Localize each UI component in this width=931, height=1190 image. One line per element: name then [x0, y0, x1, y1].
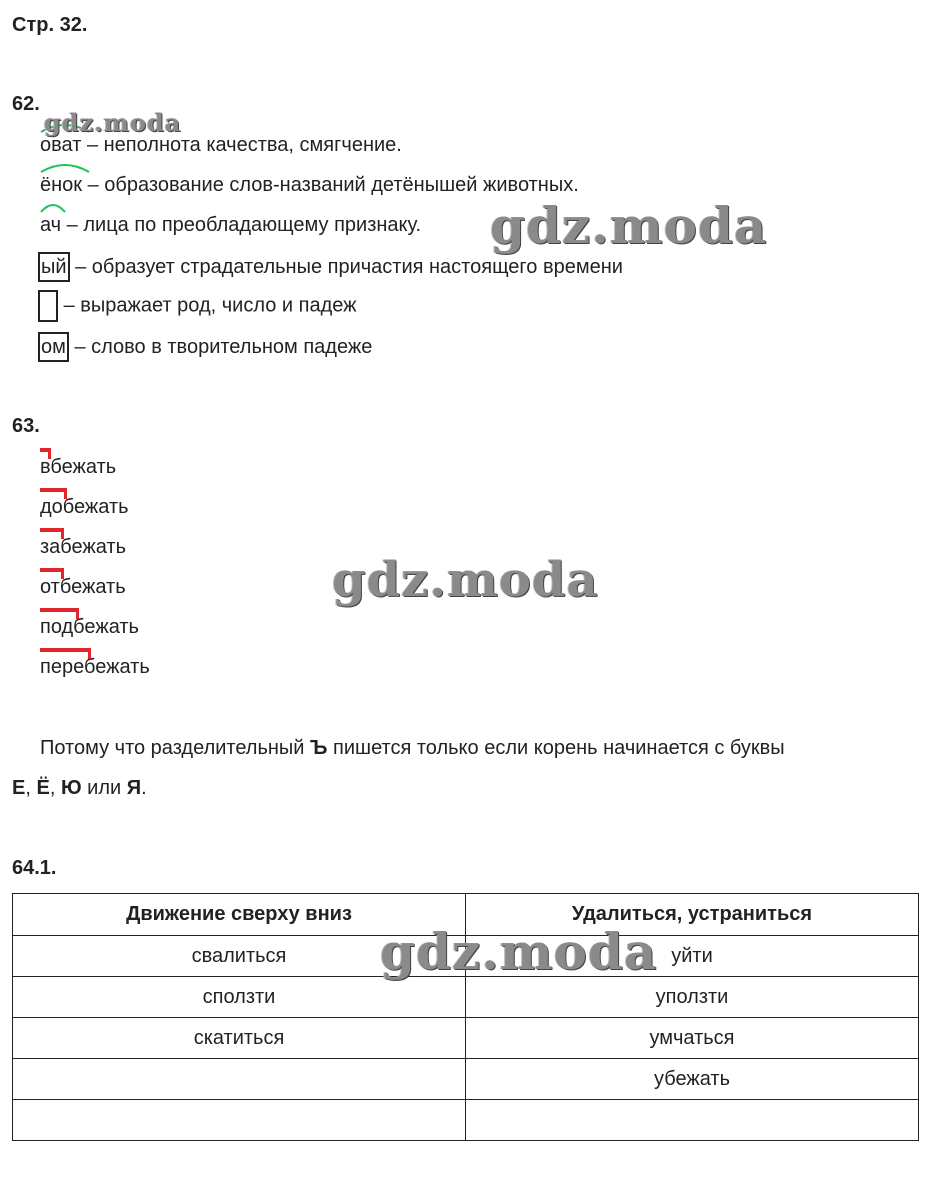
- explanation-text: пишется только если корень начинается с буквы: [333, 737, 785, 759]
- ex62-line-3: [40, 213, 421, 237]
- word-text: отбежать: [40, 576, 126, 598]
- letter-e: Е: [12, 777, 26, 799]
- exercise-62-number: 62.: [12, 93, 40, 115]
- watermark-logo: gdz.moda: [44, 108, 182, 137]
- table-cell: уползти: [466, 977, 919, 1018]
- separator: ,: [49, 777, 56, 799]
- page-header: Стр. 32.: [12, 14, 88, 36]
- suffix-text: ёнок: [40, 174, 83, 196]
- ex62-line-text: – слово в творительном падеже: [74, 336, 373, 358]
- zero-ending-box: [38, 290, 58, 322]
- hard-sign: Ъ: [310, 737, 328, 759]
- prefix-mark-icon: [40, 608, 79, 619]
- table-cell: уйти: [466, 936, 919, 977]
- prefix-mark-icon: [40, 568, 64, 579]
- ex63-word-5: [40, 615, 139, 639]
- table-cell: скатиться: [13, 1018, 466, 1059]
- period: .: [141, 777, 147, 799]
- letter-yo: Ё: [36, 777, 50, 799]
- word-text: добежать: [40, 496, 129, 518]
- ex62-line-text: – образование слов-названий детёнышей животных.: [87, 174, 579, 196]
- table-row: [13, 1059, 919, 1100]
- explanation-text: Потому что разделительный: [40, 737, 305, 759]
- ex62-line-2: [40, 173, 579, 197]
- exercise-64-1-number: 64.1.: [12, 857, 57, 879]
- letter-ya: Я: [126, 777, 142, 799]
- word-text: забежать: [40, 536, 127, 558]
- ex63-word-4: [40, 575, 126, 599]
- ex63-word-1: [40, 455, 116, 479]
- table-header: Движение сверху вниз: [13, 894, 466, 936]
- prefix-mark-icon: [40, 648, 91, 659]
- table-row: [13, 977, 919, 1018]
- table-row: [13, 1018, 919, 1059]
- suffix-arc-icon: [40, 161, 90, 173]
- exercise-63-number: 63.: [12, 415, 40, 437]
- ending-box: ый: [38, 252, 70, 282]
- watermark-logo: gdz.moda: [490, 196, 768, 255]
- ex62-line-text: – выражает род, число и падеж: [63, 294, 357, 317]
- ending-box: ом: [38, 332, 69, 362]
- table-row: [13, 1100, 919, 1141]
- separator: ,: [25, 777, 31, 799]
- ex62-line-text: – образует страдательные причастия настоящего времени: [75, 256, 623, 278]
- table-cell: убежать: [466, 1059, 919, 1100]
- watermark-logo: gdz.moda: [380, 922, 658, 981]
- table-cell: [13, 1059, 466, 1100]
- table-cell: свалиться: [13, 936, 466, 977]
- table-cell: умчаться: [466, 1018, 919, 1059]
- suffix-morpheme: [40, 173, 82, 197]
- table-cell: [466, 1100, 919, 1141]
- suffix-text: ач: [40, 214, 62, 236]
- conjunction: или: [87, 777, 122, 799]
- ex63-explanation-line-2: [12, 776, 147, 800]
- ex63-explanation-line-1: [40, 736, 785, 760]
- ex63-word-2: [40, 495, 129, 519]
- ex62-line-text: – лица по преобладающему признаку.: [66, 214, 422, 236]
- ex63-word-3: [40, 535, 126, 559]
- suffix-morpheme: [40, 213, 61, 237]
- word-text: подбежать: [40, 616, 139, 638]
- suffix-text: оват: [40, 134, 82, 156]
- word-text: вбежать: [40, 456, 117, 478]
- ex63-word-6: [40, 655, 150, 679]
- watermark-logo: gdz.moda: [332, 552, 599, 608]
- table-header: Удалиться, устраниться: [466, 894, 919, 936]
- prefix-mark-icon: [40, 488, 67, 499]
- prefix-mark-icon: [40, 448, 51, 459]
- ex62-line-5: [38, 290, 357, 322]
- ex62-line-4: [38, 252, 623, 282]
- prefix-mark-icon: [40, 528, 64, 539]
- letter-yu: Ю: [60, 777, 82, 799]
- table-cell: сползти: [13, 977, 466, 1018]
- table-cell: [13, 1100, 466, 1141]
- word-text: перебежать: [40, 656, 150, 678]
- suffix-arc-icon: [40, 201, 66, 213]
- ex62-line-6: [38, 332, 372, 362]
- ex62-line-text: – неполнота качества, смягчение.: [86, 134, 402, 156]
